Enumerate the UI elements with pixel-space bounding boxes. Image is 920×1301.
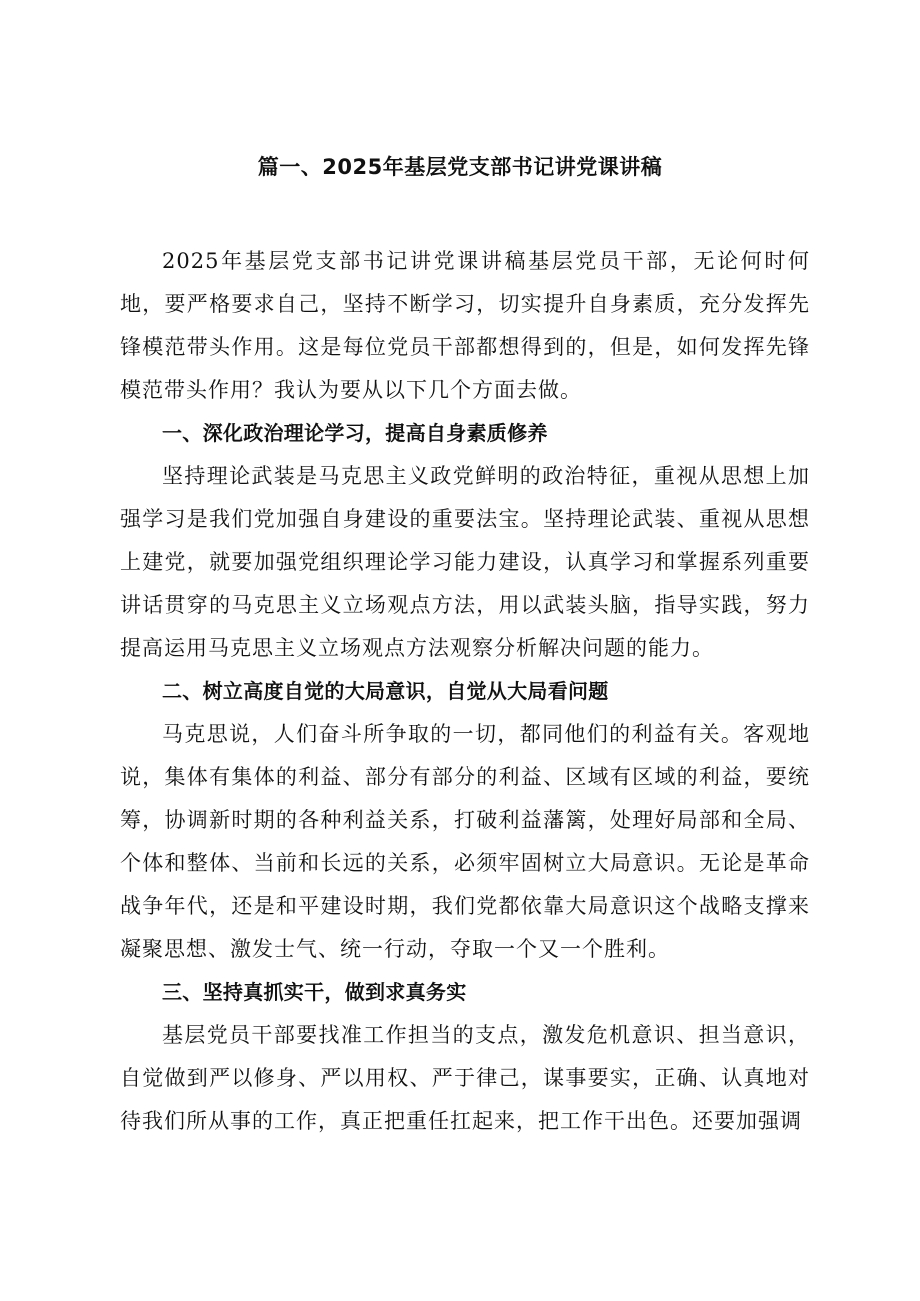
- section-paragraph-2: 马克思说，人们奋斗所争取的一切，都同他们的利益有关。客观地说，集体有集体的利益、部分有部分的利益、区域有区域的利益，要统筹，协调新时期的各种利益关系，打破利益藩篱，处理好局部和全局、个体和整体、当前和长远的关系，必须牢固树立大局意识。无论是革命战争年代，还是和平建设时期，我们党都依靠大局意识这个战略支撑来凝聚思想、激发士气、统一行动，夺取一个又一个胜利。: [120, 722, 810, 961]
- document-title: 篇一、2025年基层党支部书记讲党课讲稿: [257, 155, 663, 179]
- section-heading-1: 一、深化政治理论学习，提高自身素质修养: [162, 421, 548, 445]
- section-paragraph-1: 坚持理论武装是马克思主义政党鲜明的政治特征，重视从思想上加强学习是我们党加强自身建设的重要法宝。坚持理论武装、重视从思想上建党，就要加强党组织理论学习能力建设，认真学习和掌握系列重要讲话贯穿的马克思主义立场观点方法，用以武装头脑，指导实践，努力提高运用马克思主义立场观点方法观察分析解决问题的能力。: [120, 464, 810, 660]
- section-paragraph-3: 基层党员干部要找准工作担当的支点，激发危机意识、担当意识，自觉做到严以修身、严以用权、严于律己，谋事要实，正确、认真地对待我们所从事的工作，真正把重任扛起来，把工作干出色。还要加强调: [120, 1023, 810, 1133]
- section-heading-2: 二、树立高度自觉的大局意识，自觉从大局看问题: [162, 679, 609, 703]
- intro-paragraph: 2025年基层党支部书记讲党课讲稿基层党员干部，无论何时何地，要严格要求自己，坚持不断学习，切实提升自身素质，充分发挥先锋模范带头作用。这是每位党员干部都想得到的，但是，如何发挥先锋模范带头作用？我认为要从以下几个方面去做。: [120, 249, 810, 402]
- document-body: [120, 240, 810, 1143]
- section-heading-3: 三、坚持真抓实干，做到求真务实: [162, 980, 467, 1004]
